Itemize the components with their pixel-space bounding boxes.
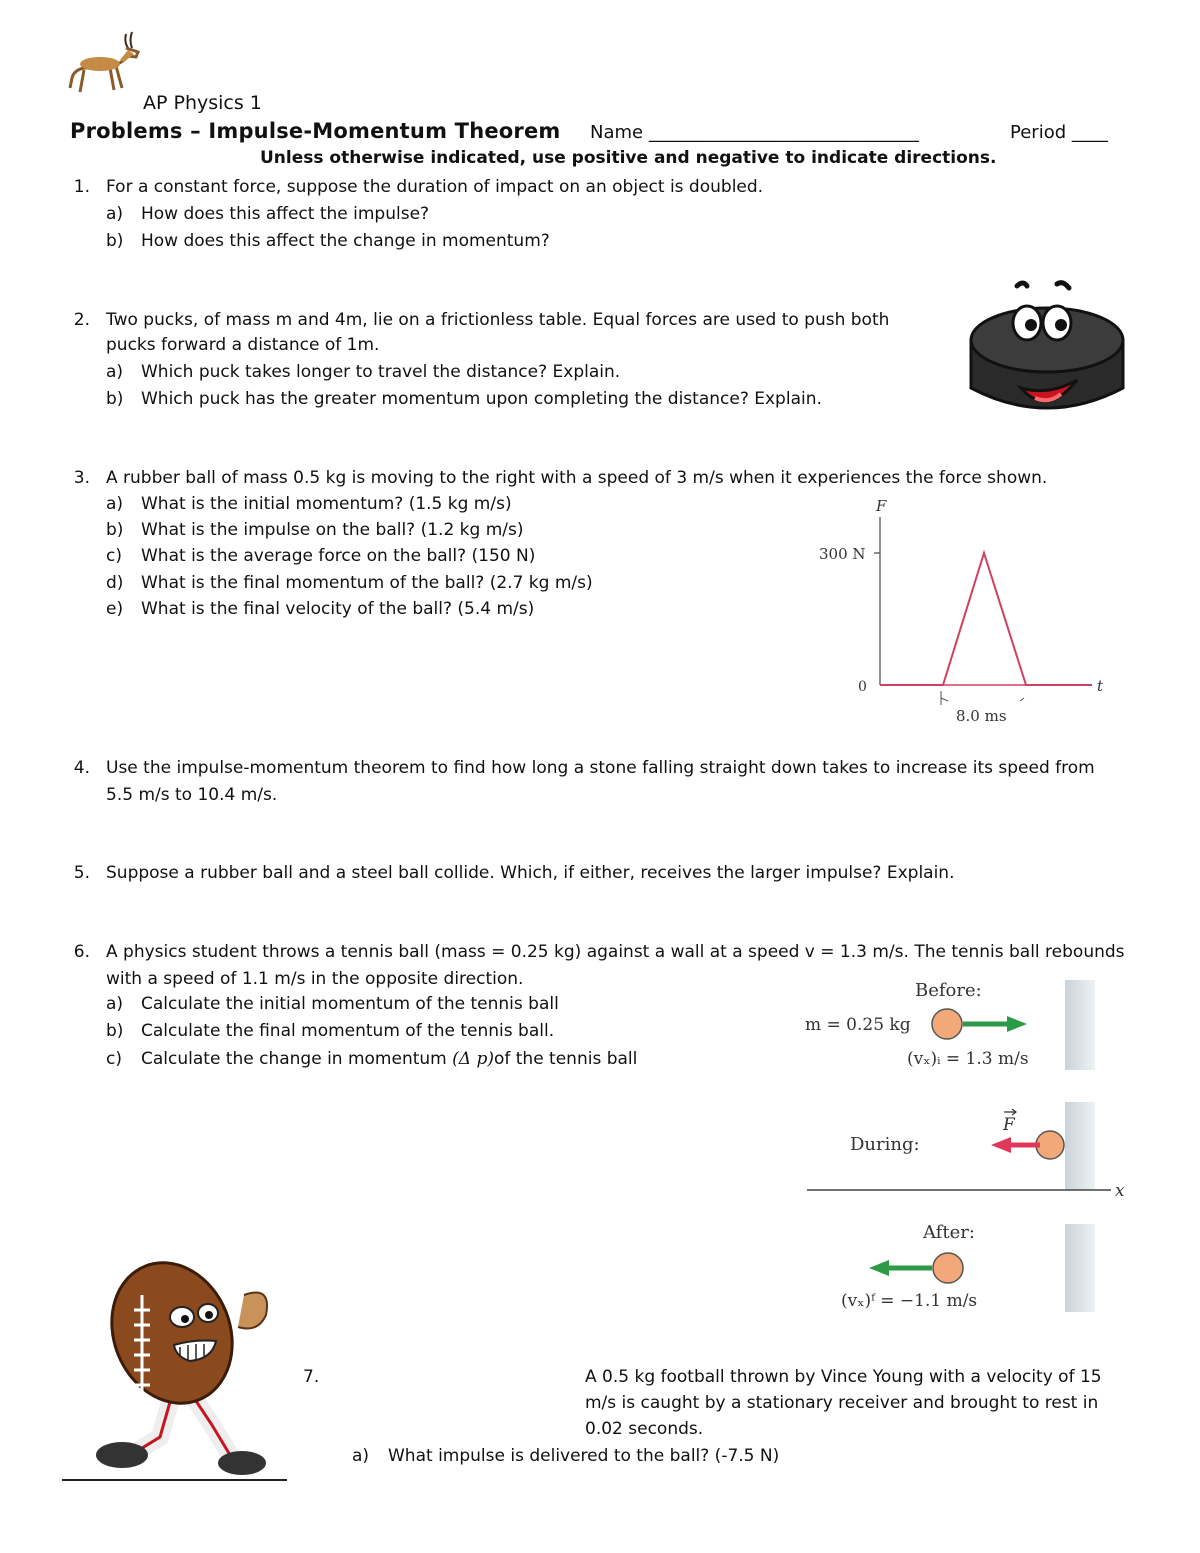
- q1-number: 1.: [73, 177, 90, 197]
- velocity-arrowhead-after: [869, 1260, 889, 1276]
- force-arrowhead: [991, 1137, 1011, 1153]
- q7a-label: a): [352, 1446, 370, 1466]
- q6c-label: c): [106, 1049, 122, 1069]
- force-label: F: [1003, 1115, 1015, 1135]
- q5-number: 5.: [73, 863, 90, 883]
- mass-label: m = 0.25 kg: [805, 1015, 911, 1035]
- q5-text: Suppose a rubber ball and a steel ball collide. Which, if either, receives the larger impulse? Explain.: [106, 863, 955, 883]
- q3a-text: What is the initial momentum? (1.5 kg m/s): [141, 494, 512, 514]
- hockey-puck-illustration: [965, 278, 1130, 428]
- q3d-label: d): [106, 573, 124, 593]
- graph-zero-label: 0: [858, 679, 867, 695]
- graph-x-label: t: [1097, 677, 1104, 695]
- q6c-text: [141, 1046, 637, 1072]
- q4-number: 4.: [73, 758, 90, 778]
- q1a-text: How does this affect the impulse?: [141, 204, 430, 224]
- q7-text-1: A 0.5 kg football thrown by Vince Young with a velocity of 15: [585, 1367, 1102, 1387]
- q6-number: 6.: [73, 942, 90, 962]
- course-title: AP Physics 1: [143, 92, 262, 114]
- instructions: Unless otherwise indicated, use positive and negative to indicate directions.: [260, 148, 997, 168]
- q1b-text: How does this affect the change in momentum?: [141, 231, 550, 251]
- graph-peak-label: 300 N: [819, 545, 866, 563]
- q6a-label: a): [106, 994, 124, 1014]
- gazelle-logo: [66, 30, 146, 110]
- q7-number: 7.: [303, 1367, 320, 1387]
- wall-during: [1065, 1102, 1095, 1190]
- q2a-text: Which puck takes longer to travel the distance? Explain.: [141, 362, 621, 382]
- ball-during: [1036, 1131, 1064, 1159]
- q3d-text: What is the final momentum of the ball? (2.7 kg m/s): [141, 573, 593, 593]
- force-time-graph: [800, 495, 1120, 730]
- x-axis-label: x: [1115, 1181, 1125, 1201]
- q3e-text: What is the final velocity of the ball? (5.4 m/s): [141, 599, 535, 619]
- q3c-text: What is the average force on the ball? (150 N): [141, 546, 536, 566]
- q6b-label: b): [106, 1021, 124, 1041]
- q6a-text: Calculate the initial momentum of the tennis ball: [141, 994, 559, 1014]
- q4-text-1: Use the impulse-momentum theorem to find how long a stone falling straight down takes to increase its speed from: [106, 758, 1095, 778]
- after-label: After:: [923, 1222, 975, 1243]
- q4-text-2: 5.5 m/s to 10.4 m/s.: [106, 785, 278, 805]
- q1-text: For a constant force, suppose the duration of impact on an object is doubled.: [106, 177, 764, 197]
- q7-text-3: 0.02 seconds.: [585, 1419, 704, 1439]
- graph-duration-label: 8.0 ms: [956, 707, 1007, 725]
- duration-arrow-right: [1020, 698, 1024, 701]
- q3b-text: What is the impulse on the ball? (1.2 kg m/s): [141, 520, 524, 540]
- q3a-label: a): [106, 494, 124, 514]
- initial-velocity-label: (vₓ)ᵢ = 1.3 m/s: [907, 1049, 1029, 1069]
- q1b-label: b): [106, 231, 124, 251]
- q2a-label: a): [106, 362, 124, 382]
- football-cartoon: [62, 1255, 297, 1485]
- ball-before: [932, 1009, 962, 1039]
- during-label: During:: [850, 1134, 920, 1155]
- q2-text-1: Two pucks, of mass m and 4m, lie on a frictionless table. Equal forces are used to push both: [106, 310, 890, 330]
- q6b-text: Calculate the final momentum of the tennis ball.: [141, 1021, 555, 1041]
- wall-before: [1065, 980, 1095, 1070]
- q7-text-2: m/s is caught by a stationary receiver and brought to rest in: [585, 1393, 1099, 1413]
- force-pulse-line: [880, 553, 1092, 685]
- q1a-label: a): [106, 204, 124, 224]
- final-velocity-label: (vₓ)ᶠ = −1.1 m/s: [841, 1291, 978, 1311]
- q2b-text: Which puck has the greater momentum upon completing the distance? Explain.: [141, 389, 822, 409]
- velocity-arrowhead-before: [1007, 1016, 1027, 1032]
- q3-number: 3.: [73, 468, 90, 488]
- q6-text-2: with a speed of 1.1 m/s in the opposite direction.: [106, 969, 524, 989]
- ball-after: [933, 1253, 963, 1283]
- before-label: Before:: [915, 980, 982, 1001]
- graph-y-label: F: [876, 497, 887, 515]
- q3b-label: b): [106, 520, 124, 540]
- name-field[interactable]: Name ______________________________: [590, 122, 919, 143]
- q3c-label: c): [106, 546, 122, 566]
- q6-text-1: A physics student throws a tennis ball (mass = 0.25 kg) against a wall at a speed v = 1.3 m/s. The tennis ball rebounds: [106, 942, 1125, 962]
- wall-after: [1065, 1224, 1095, 1312]
- q6c-text-post: of the tennis ball: [493, 1049, 638, 1069]
- q6c-text-pre: Calculate the change in momentum: [141, 1049, 453, 1069]
- q3e-label: e): [106, 599, 124, 619]
- q2-text-2: pucks forward a distance of 1m.: [106, 335, 380, 355]
- q3-text: A rubber ball of mass 0.5 kg is moving to the right with a speed of 3 m/s when it experiences the force shown.: [106, 468, 1048, 488]
- q2b-label: b): [106, 389, 124, 409]
- delta-p-symbol: (Δ p): [452, 1049, 494, 1069]
- q7a-text: What impulse is delivered to the ball? (-7.5 N): [388, 1446, 780, 1466]
- q2-number: 2.: [73, 310, 90, 330]
- ball-wall-diagram: [795, 972, 1135, 1317]
- page-title: Problems – Impulse-Momentum Theorem: [70, 119, 561, 143]
- duration-arrow-left: [941, 698, 948, 701]
- period-field[interactable]: Period ____: [1010, 122, 1108, 143]
